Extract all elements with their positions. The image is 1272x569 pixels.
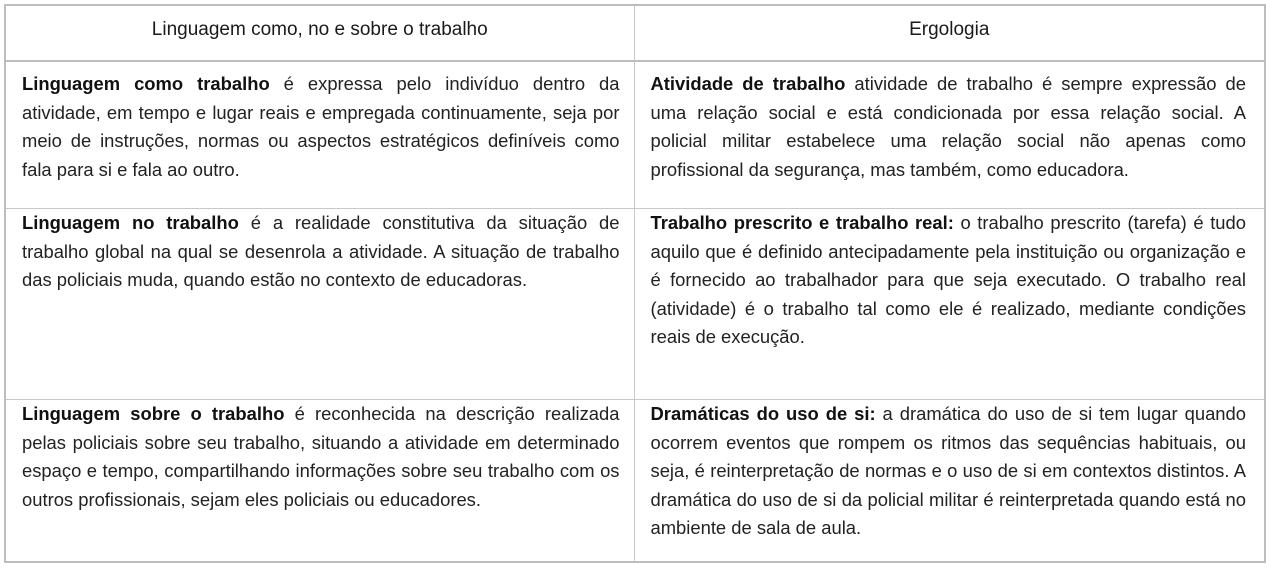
term-description: é a realidade constitutiva da situação de trabalho global na qual se desenrola a atividade. A situação de trabalho das policiais muda, quando estão no contexto de educadoras.	[22, 212, 620, 291]
column-header-linguagem: Linguagem como, no e sobre o trabalho	[6, 6, 634, 61]
table-row	[6, 61, 1264, 209]
column-header-ergologia: Ergologia	[634, 6, 1264, 61]
term-description: é expressa pelo indivíduo dentro da atividade, em tempo e lugar reais e empregada continuamente, seja por meio de instruções, normas ou aspectos estratégicos definíveis como fala para si e fala ao outro.	[22, 73, 620, 180]
cell-linguagem-no-trabalho	[6, 209, 634, 400]
term-description: o trabalho prescrito (tarefa) é tudo aquilo que é definido antecipadamente pela instituição ou organização e é fornecido ao trabalhador para que seja executado. O trabalho real (atividade) é o trabalho tal como ele é realizado, mediante condições reais de execução.	[650, 212, 1246, 348]
comparison-table	[4, 4, 1266, 563]
cell-linguagem-sobre-trabalho	[6, 400, 634, 562]
term-label: Linguagem no trabalho	[22, 212, 239, 233]
term-label: Dramáticas do uso de si:	[650, 403, 876, 424]
term-label: Linguagem sobre o trabalho	[22, 403, 285, 424]
term-description: é reconhecida na descrição realizada pelas policiais sobre seu trabalho, situando a atividade em determinado espaço e tempo, compartilhando informações sobre seu trabalho com os outros profissionais, sejam eles policiais ou educadores.	[22, 403, 620, 510]
cell-trabalho-prescrito-real	[634, 209, 1264, 400]
term-description: a dramática do uso de si tem lugar quando ocorrem eventos que rompem os ritmos das sequências habituais, ou seja, é reinterpretação de normas e o uso de si em contextos distintos. A dramática do uso de si da policial militar é reinterpretada quando está no ambiente de sala de aula.	[650, 403, 1246, 539]
term-label: Linguagem como trabalho	[22, 73, 270, 94]
cell-dramaticas-uso-de-si	[634, 400, 1264, 562]
term-label: Trabalho prescrito e trabalho real:	[650, 212, 954, 233]
cell-atividade-de-trabalho	[634, 61, 1264, 209]
cell-linguagem-como-trabalho	[6, 61, 634, 209]
term-label: Atividade de trabalho	[650, 73, 846, 94]
table-row	[6, 209, 1264, 400]
table-header-row	[6, 6, 1264, 61]
comparison-table-grid	[6, 6, 1264, 561]
table-row	[6, 400, 1264, 562]
term-description: atividade de trabalho é sempre expressão de uma relação social e está condicionada por essa relação social. A policial militar estabelece uma relação social não apenas como profissional da segurança, mas também, como educadora.	[650, 73, 1246, 180]
